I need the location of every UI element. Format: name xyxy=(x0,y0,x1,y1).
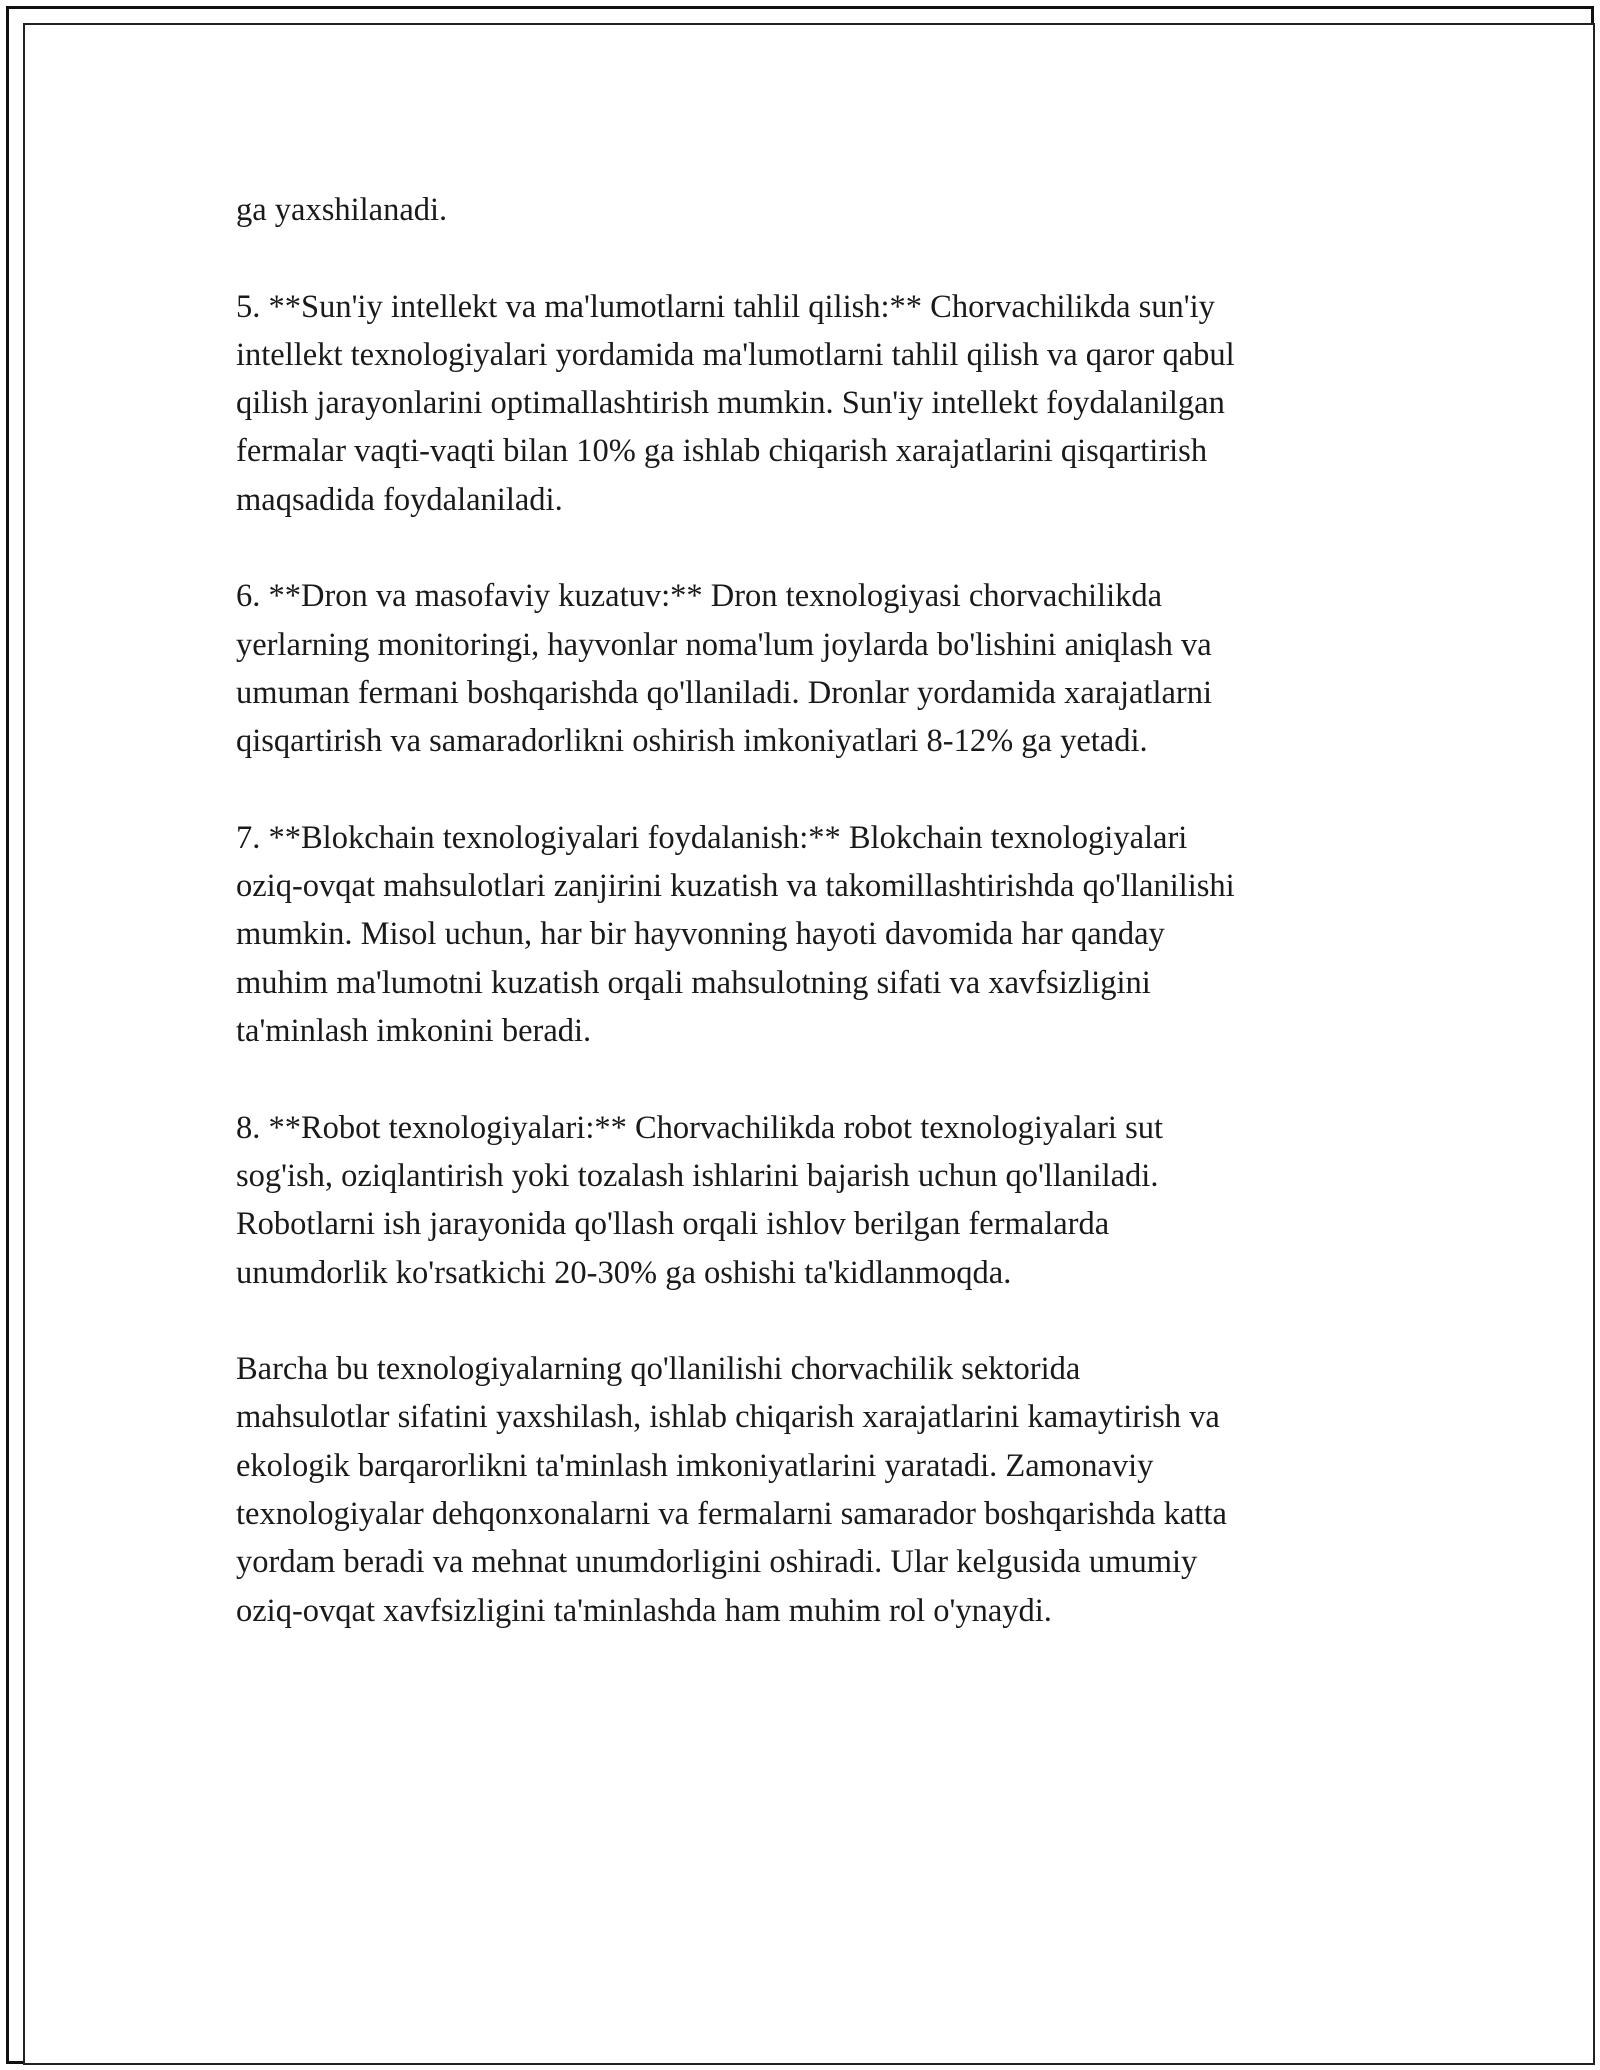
document-body xyxy=(236,186,1376,1683)
text-line: intellekt texnologiyalari yordamida ma'lumotlarni tahlil qilish va qaror qabul xyxy=(236,336,1235,373)
text-line: oziq-ovqat mahsulotlari zanjirini kuzatish va takomillashtirishda qo'llanilishi xyxy=(236,868,1235,905)
text-line: mahsulotlar sifatini yaxshilash, ishlab chiqarish xarajatlarini kamaytirish va xyxy=(236,1399,1220,1436)
text-line: 6. **Dron va masofaviy kuzatuv:** Dron texnologiyasi chorvachilikda xyxy=(236,578,1163,615)
text-line: 7. **Blokchain texnologiyalari foydalanish:** Blokchain texnologiyalari xyxy=(236,819,1188,856)
text-line: maqsadida foydalaniladi. xyxy=(236,481,563,518)
paragraph-2 xyxy=(236,283,1376,524)
paragraph-5 xyxy=(236,1104,1376,1297)
paragraph-3 xyxy=(236,572,1376,765)
text-line: qisqartirish va samaradorlikni oshirish imkoniyatlari 8-12% ga yetadi. xyxy=(236,723,1148,760)
text-line: Barcha bu texnologiyalarning qo'llanilishi chorvachilik sektorida xyxy=(236,1351,1081,1388)
text-line: mumkin. Misol uchun, har bir hayvonning hayoti davomida har qanday xyxy=(236,916,1165,953)
paragraph-1 xyxy=(236,186,1376,234)
text-line: muhim ma'lumotni kuzatish orqali mahsulotning sifati va xavfsizligini xyxy=(236,964,1151,1001)
text-line: texnologiyalar dehqonxonalarni va fermalarni samarador boshqarishda katta xyxy=(236,1496,1227,1533)
text-line: ga yaxshilanadi. xyxy=(236,192,448,228)
text-line: 8. **Robot texnologiyalari:** Chorvachilikda robot texnologiyalari sut xyxy=(236,1109,1163,1146)
text-line: sog'ish, oziqlantirish yoki tozalash ishlarini bajarish uchun qo'llaniladi. xyxy=(236,1157,1159,1194)
text-line: yordam beradi va mehnat unumdorligini oshiradi. Ular kelgusida umumiy xyxy=(236,1544,1198,1581)
text-line: ekologik barqarorlikni ta'minlash imkoniyatlarini yaratadi. Zamonaviy xyxy=(236,1447,1154,1484)
text-line: 5. **Sun'iy intellekt va ma'lumotlarni tahlil qilish:** Chorvachilikda sun'iy xyxy=(236,288,1215,325)
text-line: fermalar vaqti-vaqti bilan 10% ga ishlab chiqarish xarajatlarini qisqartirish xyxy=(236,433,1208,470)
text-line: qilish jarayonlarini optimallashtirish mumkin. Sun'iy intellekt foydalanilgan xyxy=(236,385,1225,422)
text-line: Robotlarni ish jarayonida qo'llash orqali ishlov berilgan fermalarda xyxy=(236,1206,1110,1243)
text-line: yerlarning monitoringi, hayvonlar noma'lum joylarda bo'lishini aniqlash va xyxy=(236,626,1212,663)
paragraph-4 xyxy=(236,814,1376,1055)
text-line: unumdorlik ko'rsatkichi 20-30% ga oshishi ta'kidlanmoqda. xyxy=(236,1254,1012,1291)
text-line: ta'minlash imkonini beradi. xyxy=(236,1013,592,1050)
text-line: oziq-ovqat xavfsizligini ta'minlashda ham muhim rol o'ynaydi. xyxy=(236,1592,1052,1629)
paragraph-6 xyxy=(236,1345,1376,1635)
text-line: umuman fermani boshqarishda qo'llaniladi. Dronlar yordamida xarajatlarni xyxy=(236,674,1213,711)
